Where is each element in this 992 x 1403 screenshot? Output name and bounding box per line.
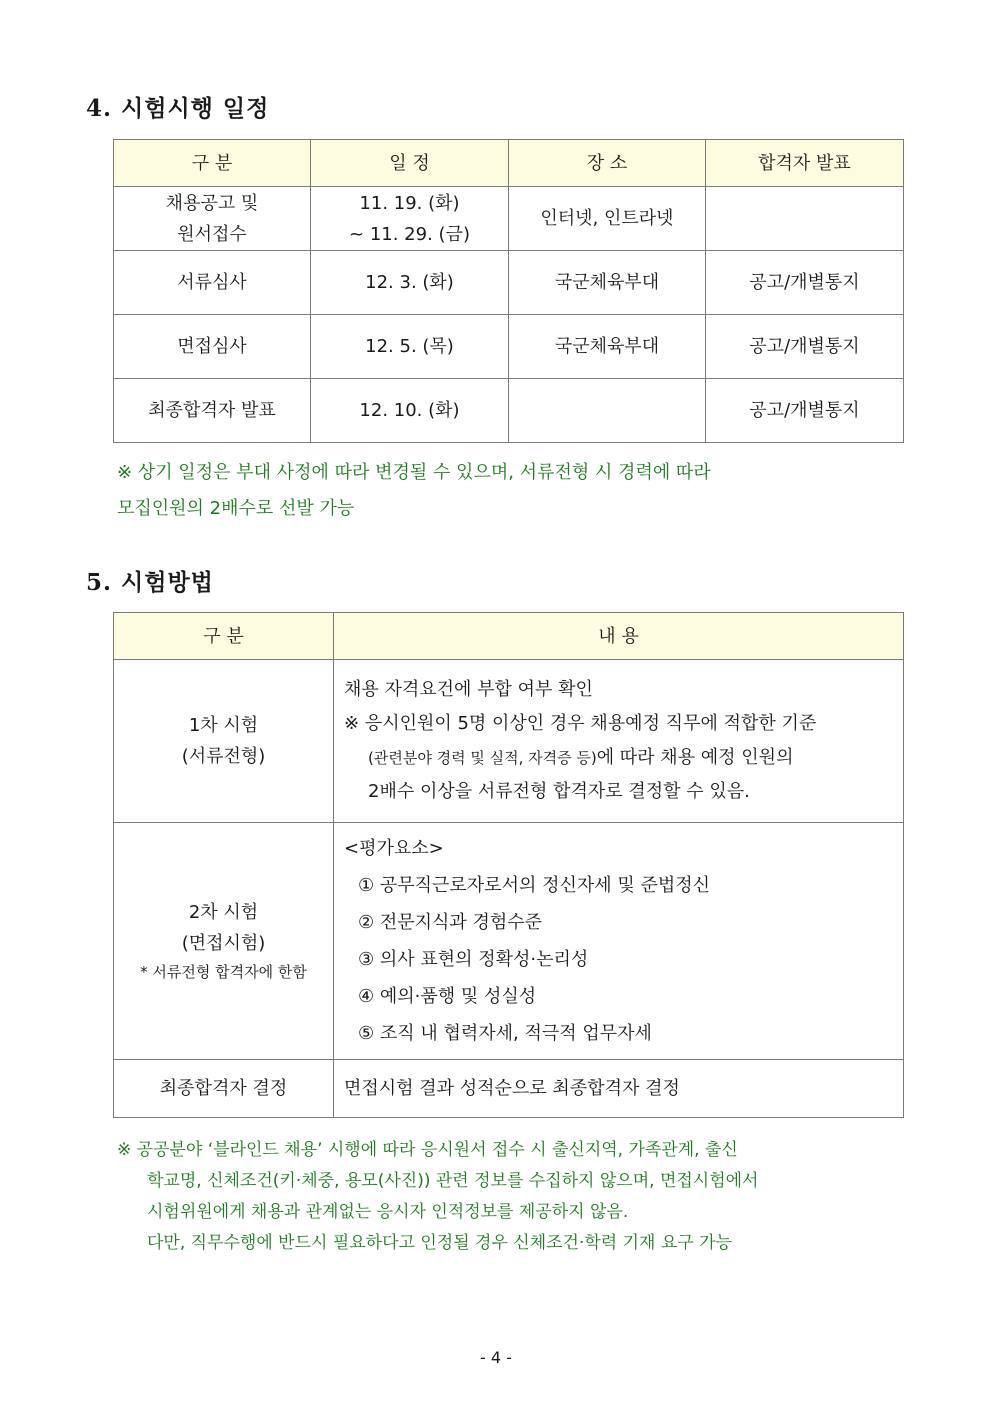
content-cell: <평가요소> ① 공무직근로자로서의 정신자세 및 준법정신 ② 전문지식과 경험수준 ③ 의사 표현의 정확성·논리성 ④ 예의·품행 및 성실성 ⑤ 조직 내 협력자세, 적극적 업무자세 <box>334 823 904 1060</box>
table-row <box>114 315 904 379</box>
header-place: 장 소 <box>509 140 706 187</box>
announce-cell: 공고/개별통지 <box>706 315 904 379</box>
content-cell: 면접시험 결과 성적순으로 최종합격자 결정 <box>334 1060 904 1118</box>
table-row <box>114 379 904 443</box>
blind-hiring-note: ※ 공공분야 ‘블라인드 채용’ 시행에 따라 응시원서 접수 시 출신지역, 가족관계, 출신 학교명, 신체조건(키·체중, 용모(사진)) 관련 정보를 수집하지 않으며, 면접시험에서 시험위원에게 채용과 관계없는 응시자 인적정보를 제공하지 않음. 다만, 직무수행에 반드시 필요하다고 인정될 경우 신체조건·학력 기재 요구 가능 <box>117 1140 759 1253</box>
stage-cell: 서류심사 <box>114 251 311 315</box>
section-4-heading: 4. 시험시행 일정 <box>86 95 270 122</box>
stage-cell: 최종합격자 발표 <box>114 379 311 443</box>
table-row <box>114 187 904 251</box>
method-table <box>113 612 904 1118</box>
table-row <box>114 823 904 1060</box>
table-row <box>114 251 904 315</box>
stage-cell: 2차 시험 (면접시험) * 서류전형 합격자에 한함 <box>114 823 334 1060</box>
section-5-heading: 5. 시험방법 <box>86 569 214 596</box>
announce-cell: 공고/개별통지 <box>706 379 904 443</box>
place-cell <box>509 379 706 443</box>
content-cell: 채용 자격요건에 부합 여부 확인 ※ 응시인원이 5명 이상인 경우 채용예정 직무에 적합한 기준 (관련분야 경력 및 실적, 자격증 등)에 따라 채용 예정 인원의 2배수 이상을 서류전형 합격자로 결정할 수 있음. <box>334 660 904 823</box>
announce-cell: 공고/개별통지 <box>706 251 904 315</box>
date-cell: 11. 19. (화) ~ 11. 29. (금) <box>311 187 509 251</box>
schedule-note: ※ 상기 일정은 부대 사정에 따라 변경될 수 있으며, 서류전형 시 경력에 따라 모집인원의 2배수로 선발 가능 <box>117 462 711 519</box>
date-cell: 12. 10. (화) <box>311 379 509 443</box>
header-date: 일 정 <box>311 140 509 187</box>
date-cell: 12. 3. (화) <box>311 251 509 315</box>
table-row <box>114 660 904 823</box>
stage-cell: 최종합격자 결정 <box>114 1060 334 1118</box>
table-row <box>114 1060 904 1118</box>
header-announce: 합격자 발표 <box>706 140 904 187</box>
header-content: 내 용 <box>334 613 904 660</box>
stage-cell: 면접심사 <box>114 315 311 379</box>
place-cell: 인터넷, 인트라넷 <box>509 187 706 251</box>
announce-cell <box>706 187 904 251</box>
place-cell: 국군체육부대 <box>509 251 706 315</box>
schedule-table <box>113 139 904 443</box>
stage-cell: 1차 시험 (서류전형) <box>114 660 334 823</box>
page-number: - 4 - <box>480 1348 512 1367</box>
stage-cell: 채용공고 및 원서접수 <box>114 187 311 251</box>
header-stage: 구 분 <box>114 140 311 187</box>
header-stage: 구 분 <box>114 613 334 660</box>
date-cell: 12. 5. (목) <box>311 315 509 379</box>
place-cell: 국군체육부대 <box>509 315 706 379</box>
